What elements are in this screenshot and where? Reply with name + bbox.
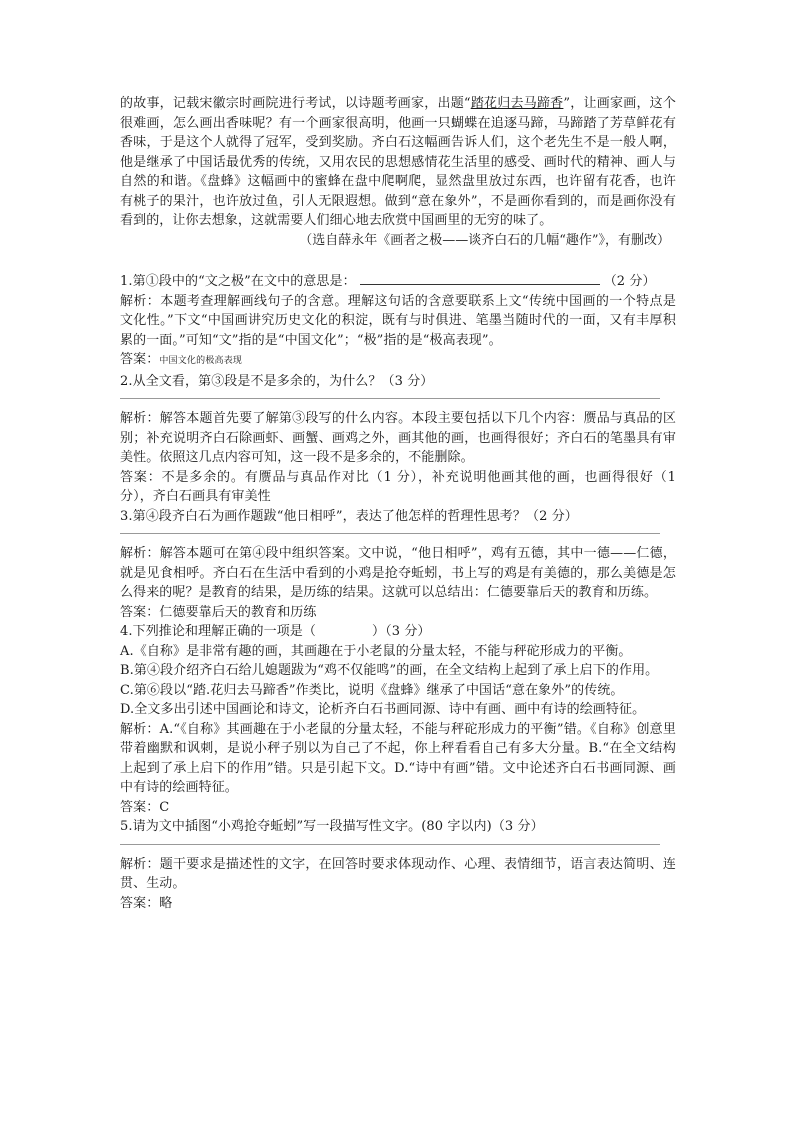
underlined-poem-title: 踏花归去马蹄香 xyxy=(470,96,564,111)
q2-analysis: 解析：解答本题首先要了解第③段写的什么内容。本段主要包括以下几个内容：赝品与真品的区别；补充说明齐白石除画虾、画蟹、画鸡之外，画其他的画，也画得很好；齐白石的笔墨具有审美性。依照这几点内容可知，这一段不是多余的，不能删除。 xyxy=(120,411,676,465)
q4-answer: 答案：C xyxy=(120,799,170,815)
q1-score: （2 分） xyxy=(603,274,656,289)
q5-answer-line[interactable] xyxy=(120,844,660,845)
q1-analysis: 解析：本题考查理解画线句子的含意。理解这句话的含意要联系上文“传统中国画的一个特点是文化性。”下文“中国画讲究历史文化的积淀，既有与时俱进、笔墨当随时代的一面，又有丰厚积累的一面。”可知“文”指的是“中国文化”；“极”指的是“极高表现”。 xyxy=(120,293,676,348)
q1-answer-label: 答案： xyxy=(120,352,160,367)
document-page xyxy=(120,94,676,913)
q5-analysis: 解析：题干要求是描述性的文字，在回答时要求体现动作、心理、表情细节，语言表达简明、连贯、生动。 xyxy=(120,856,676,891)
q1-answer xyxy=(120,350,676,372)
q4-option-b: B.第④段介绍齐白石给儿媳题跋为“鸡不仅能鸣”的画，在全文结构上起到了承上启下的作用。 xyxy=(120,663,659,678)
q1-answer-text: 中国文化的极高表现 xyxy=(159,356,243,366)
q1-answer-blank[interactable] xyxy=(360,272,600,285)
passage-source: （选自薛永年《画者之极——谈齐白石的几幅“趣作”》，有删改） xyxy=(299,232,670,248)
q4-score: ）（3 分） xyxy=(372,624,431,639)
q2-answer: 答案：不是多余的。有赝品与真品作对比（1 分），补充说明他画其他的画，也画得很好（1 分），齐白石画具有审美性 xyxy=(120,469,676,504)
q5-question: 5.请为文中插图“小鸡抢夺蚯蚓”写一段描写性文字。(80 字以内)（3 分） xyxy=(120,819,544,834)
q4-option-c: C.第⑥段以“踏.花归去马蹄香”作类比，说明《盘蜂》继承了中国话“意在象外”的传统。 xyxy=(120,682,624,698)
q4-question xyxy=(120,622,676,642)
q3-question: 3.第④段齐白石为画作题跋“他日相呼”，表达了他怎样的哲理性思考？（2 分） xyxy=(120,508,578,524)
q4-option-d: D.全文多出引述中国画论和诗文，论析齐白石书画同源、诗中有画、画中有诗的绘画特征。 xyxy=(120,702,646,717)
q4-question-text: 4.下列推论和理解正确的一项是（ xyxy=(120,624,317,639)
q1-question xyxy=(120,272,676,292)
q2-question: 2.从全文看，第③段是不是多余的，为什么？（3 分） xyxy=(120,373,434,389)
q4-analysis: 解析：A.“《自称》其画趣在于小老鼠的分量太轻，不能与秤砣形成力的平衡”错。《自称》创意里带着幽默和讽刺，是说小秤子别以为自己了不起，你上秤看看自己有多大分量。B.“在全文结构上起到了承上启下的作用”错。只是引起下文。D.“诗中有画”错。文中论述齐白石书画同源、画中有诗的绘画特征。 xyxy=(120,721,676,795)
q4-option-a: A.《自称》是非常有趣的画，其画趣在于小老鼠的分量太轻，不能与秤砣形成力的平衡。 xyxy=(120,643,632,659)
q2-answer-line[interactable] xyxy=(120,398,660,399)
q3-analysis: 解析：解答本题可在第④段中组织答案。文中说，“他日相呼”，鸡有五德，其中一德——仁德，就是见食相呼。齐白石在生活中看到的小鸡是抢夺蚯蚓，书上写的鸡是有美德的，那么美德是怎么得来的呢？是教育的结果，是历练的结果。这就可以总结出：仁德要靠后天的教育和历练。 xyxy=(120,546,676,600)
passage-text-rest: ”，让画家画，这个很难画，怎么画出香味呢？有一个画家很高明，他画一只蝴蝶在追逐马蹄，马蹄踏了芳草鲜花有香味，于是这个人就得了冠军，受到奖励。齐白石这幅画告诉人们，这个老先生不是一般人啊，他是继承了中国话最优秀的传统，又用农民的思想感情花生活里的感受、画时代的精神、画人与自然的和谐。《盘蜂》这幅画中的蜜蜂在盘中爬啊爬，显然盘里放过东西，也许留有花香，也许有桃子的果汁，也许放过鱼，引人无限遐想。做到“意在象外”，不是画你看到的，而是画你没有看到的，让你去想象，这就需要人们细心地去欣赏中国画里的无穷的味了。 xyxy=(120,96,676,228)
q3-answer: 答案：仁德要靠后天的教育和历练 xyxy=(120,604,317,620)
q1-question-text: 1.第①段中的“文之极”在文中的意思是： xyxy=(120,274,356,289)
passage-text-start: 的故事，记载宋徽宗时画院进行考试，以诗题考画家，出题“ xyxy=(120,96,471,111)
q3-answer-line[interactable] xyxy=(120,533,660,534)
passage-paragraph xyxy=(120,94,676,231)
q5-answer: 答案：略 xyxy=(120,895,173,911)
